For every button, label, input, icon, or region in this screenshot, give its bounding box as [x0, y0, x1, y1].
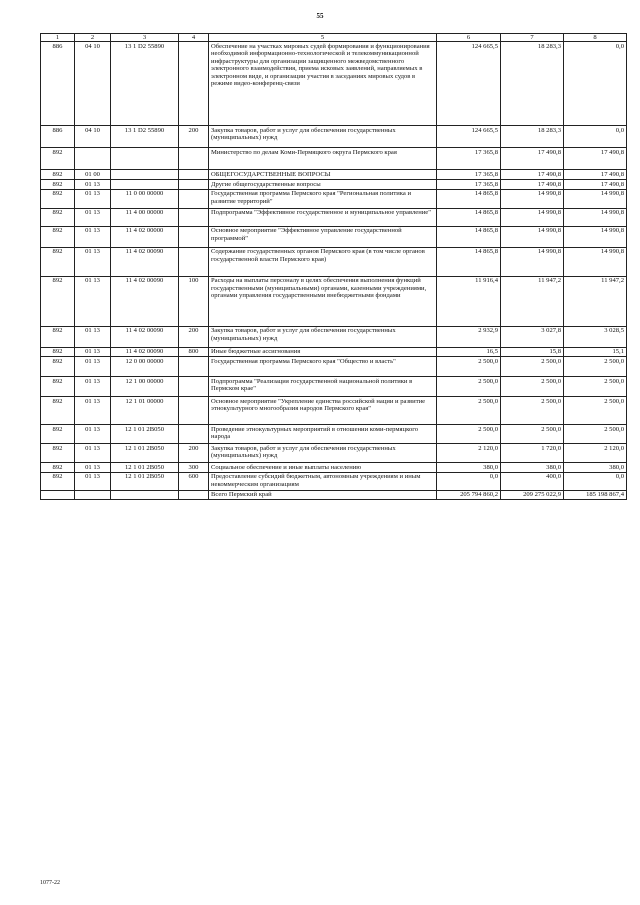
- cell-admin-code: 892: [41, 472, 75, 490]
- cell-amount-col8: 14 990,8: [564, 208, 627, 226]
- cell-admin-code: 892: [41, 425, 75, 444]
- cell-amount-col7: 18 283,3: [501, 126, 564, 148]
- cell-description: Закупка товаров, работ и услуг для обеспечения государственных (муниципальных) нужд: [209, 444, 437, 463]
- cell-description: Государственная программа Пермского края "Региональная политика и развитие территорий": [209, 189, 437, 208]
- cell-amount-col8: 2 500,0: [564, 377, 627, 397]
- cell-target-code: 12 1 01 2B050: [111, 463, 179, 473]
- cell-target-code: [111, 180, 179, 190]
- table-row: [41, 347, 627, 357]
- cell-section-code: 01 13: [75, 444, 111, 463]
- table-row: [41, 208, 627, 226]
- cell-admin-code: 892: [41, 463, 75, 473]
- cell-expense-type: [179, 180, 209, 190]
- cell-amount-col6: 380,0: [437, 463, 501, 473]
- cell-target-code: [111, 170, 179, 180]
- cell-section-code: 01 13: [75, 472, 111, 490]
- column-header: 3: [111, 34, 179, 42]
- cell-admin-code: 892: [41, 347, 75, 357]
- cell-amount-col7: 15,8: [501, 347, 564, 357]
- cell-amount-col6: 14 865,8: [437, 226, 501, 247]
- cell-amount-col8: 15,1: [564, 347, 627, 357]
- cell-expense-type: 100: [179, 276, 209, 326]
- cell-amount-col8: 3 028,5: [564, 326, 627, 347]
- cell-admin-code: 886: [41, 42, 75, 126]
- cell-admin-code: 892: [41, 180, 75, 190]
- cell-expense-type: 800: [179, 347, 209, 357]
- cell-expense-type: [179, 357, 209, 377]
- cell-amount-col8: 14 990,8: [564, 247, 627, 276]
- cell-section-code: 01 13: [75, 347, 111, 357]
- cell-target-code: 13 1 D2 55890: [111, 42, 179, 126]
- cell-amount-col8: 2 500,0: [564, 357, 627, 377]
- cell-description: Государственная программа Пермского края "Общество и власть": [209, 357, 437, 377]
- total-row: [41, 490, 627, 500]
- cell-amount-col6: 14 865,8: [437, 189, 501, 208]
- cell-amount-col7: 17 490,8: [501, 180, 564, 190]
- table-row: [41, 463, 627, 473]
- cell-description: Предоставление субсидий бюджетным, автономным учреждениям и иным некоммерческим организациям: [209, 472, 437, 490]
- cell-section-code: 01 00: [75, 170, 111, 180]
- cell-target-code: 12 1 01 2B050: [111, 472, 179, 490]
- cell-section-code: 04 10: [75, 42, 111, 126]
- cell-expense-type: [179, 247, 209, 276]
- cell-amount-col8: 2 500,0: [564, 397, 627, 425]
- table-row: [41, 148, 627, 170]
- cell-amount-col7: 3 027,8: [501, 326, 564, 347]
- cell-amount-col8: 17 490,8: [564, 170, 627, 180]
- table-body: [41, 42, 627, 500]
- cell-section-code: 01 13: [75, 326, 111, 347]
- cell-target-code: 12 1 01 2B050: [111, 444, 179, 463]
- empty-cell: [111, 490, 179, 500]
- cell-amount-col6: 2 932,9: [437, 326, 501, 347]
- table-row: [41, 226, 627, 247]
- column-header: 7: [501, 34, 564, 42]
- cell-target-code: [111, 148, 179, 170]
- cell-admin-code: 892: [41, 148, 75, 170]
- budget-table: [40, 33, 627, 500]
- cell-target-code: 11 4 02 00000: [111, 226, 179, 247]
- table-row: [41, 425, 627, 444]
- table-header-row: [41, 34, 627, 42]
- cell-amount-col7: 14 990,8: [501, 208, 564, 226]
- cell-expense-type: 600: [179, 472, 209, 490]
- cell-amount-col8: 0,0: [564, 42, 627, 126]
- cell-section-code: 01 13: [75, 189, 111, 208]
- cell-amount-col8: 0,0: [564, 472, 627, 490]
- column-header: 1: [41, 34, 75, 42]
- cell-amount-col8: 11 947,2: [564, 276, 627, 326]
- cell-admin-code: 886: [41, 126, 75, 148]
- cell-amount-col7: 380,0: [501, 463, 564, 473]
- table-row: [41, 189, 627, 208]
- table-row: [41, 247, 627, 276]
- cell-amount-col7: 2 500,0: [501, 377, 564, 397]
- cell-amount-col6: 124 665,5: [437, 42, 501, 126]
- cell-target-code: 12 1 01 00000: [111, 397, 179, 425]
- cell-amount-col7: 14 990,8: [501, 247, 564, 276]
- cell-admin-code: 892: [41, 377, 75, 397]
- cell-description: Закупка товаров, работ и услуг для обеспечения государственных (муниципальных) нужд: [209, 126, 437, 148]
- cell-target-code: 11 4 02 00090: [111, 276, 179, 326]
- cell-amount-col8: 2 500,0: [564, 425, 627, 444]
- cell-admin-code: 892: [41, 170, 75, 180]
- cell-amount-col6: 11 916,4: [437, 276, 501, 326]
- table-row: [41, 397, 627, 425]
- cell-amount-col8: 380,0: [564, 463, 627, 473]
- column-header: 4: [179, 34, 209, 42]
- cell-amount-col7: 400,0: [501, 472, 564, 490]
- cell-section-code: 01 13: [75, 247, 111, 276]
- cell-expense-type: [179, 208, 209, 226]
- cell-amount-col6: 17 365,8: [437, 148, 501, 170]
- cell-section-code: 01 13: [75, 276, 111, 326]
- cell-amount-col8: 17 490,8: [564, 148, 627, 170]
- cell-target-code: 11 4 02 00090: [111, 247, 179, 276]
- cell-section-code: 01 13: [75, 180, 111, 190]
- cell-description: ОБЩЕГОСУДАРСТВЕННЫЕ ВОПРОСЫ: [209, 170, 437, 180]
- cell-target-code: 12 0 00 00000: [111, 357, 179, 377]
- cell-target-code: 12 1 01 2B050: [111, 425, 179, 444]
- cell-description: Основное мероприятие "Укрепление единства российской нации и развитие этнокультурного многообразия народов Пермского края": [209, 397, 437, 425]
- cell-description: Основное мероприятие "Эффективное управление государственной программой": [209, 226, 437, 247]
- cell-amount-col7: 14 990,8: [501, 189, 564, 208]
- cell-description: Подпрограмма "Реализация государственной национальной политики в Пермском крае": [209, 377, 437, 397]
- cell-section-code: 01 13: [75, 357, 111, 377]
- cell-section-code: 04 10: [75, 126, 111, 148]
- cell-amount-col6: 17 365,8: [437, 180, 501, 190]
- empty-cell: [75, 490, 111, 500]
- cell-expense-type: [179, 42, 209, 126]
- cell-amount-col6: 2 500,0: [437, 377, 501, 397]
- cell-amount-col6: 0,0: [437, 472, 501, 490]
- cell-amount-col6: 124 665,5: [437, 126, 501, 148]
- cell-amount-col7: 18 283,3: [501, 42, 564, 126]
- cell-expense-type: 200: [179, 326, 209, 347]
- cell-target-code: 13 1 D2 55890: [111, 126, 179, 148]
- cell-admin-code: 892: [41, 276, 75, 326]
- cell-target-code: 11 4 02 00090: [111, 326, 179, 347]
- cell-expense-type: [179, 189, 209, 208]
- cell-amount-col8: 14 990,8: [564, 226, 627, 247]
- table-row: [41, 326, 627, 347]
- cell-expense-type: 300: [179, 463, 209, 473]
- cell-section-code: 01 13: [75, 208, 111, 226]
- empty-cell: [179, 490, 209, 500]
- cell-amount-col6: 2 500,0: [437, 425, 501, 444]
- cell-section-code: 01 13: [75, 463, 111, 473]
- cell-amount-col7: 2 500,0: [501, 357, 564, 377]
- cell-expense-type: 200: [179, 126, 209, 148]
- table-row: [41, 126, 627, 148]
- column-header: 6: [437, 34, 501, 42]
- table-row: [41, 180, 627, 190]
- cell-admin-code: 892: [41, 247, 75, 276]
- cell-expense-type: [179, 425, 209, 444]
- cell-expense-type: [179, 148, 209, 170]
- column-header: 5: [209, 34, 437, 42]
- table-row: [41, 444, 627, 463]
- cell-description: Подпрограмма "Эффективное государственное и муниципальное управление": [209, 208, 437, 226]
- cell-amount-col7: 14 990,8: [501, 226, 564, 247]
- table-row: [41, 472, 627, 490]
- document-code: 1077-22: [40, 880, 60, 886]
- total-amount-col8: 185 198 867,4: [564, 490, 627, 500]
- cell-admin-code: 892: [41, 357, 75, 377]
- cell-amount-col8: 2 120,0: [564, 444, 627, 463]
- table-row: [41, 276, 627, 326]
- cell-target-code: 11 4 02 00090: [111, 347, 179, 357]
- cell-description: Обеспечение на участках мировых судей формирования и функционирования необходимой информационно-технологической и телекоммуникационной инфраструктуры для организации защищенного межведомственного электронного взаимодействия, приема исковых заявлений, направляемых в электронном виде, и организации участия в заседаниях мировых судов в режиме видео-конференц-связи: [209, 42, 437, 126]
- cell-amount-col7: 17 490,8: [501, 148, 564, 170]
- cell-expense-type: 200: [179, 444, 209, 463]
- cell-admin-code: 892: [41, 226, 75, 247]
- cell-description: Министерство по делам Коми-Пермяцкого округа Пермского края: [209, 148, 437, 170]
- cell-description: Иные бюджетные ассигнования: [209, 347, 437, 357]
- cell-admin-code: 892: [41, 397, 75, 425]
- total-label: Всего Пермский край: [209, 490, 437, 500]
- cell-expense-type: [179, 170, 209, 180]
- cell-description: Проведение этнокультурных мероприятий в отношении коми-пермяцкого народа: [209, 425, 437, 444]
- cell-description: Закупка товаров, работ и услуг для обеспечения государственных (муниципальных) нужд: [209, 326, 437, 347]
- cell-amount-col6: 2 120,0: [437, 444, 501, 463]
- cell-amount-col6: 17 365,8: [437, 170, 501, 180]
- table-row: [41, 42, 627, 126]
- cell-section-code: 01 13: [75, 377, 111, 397]
- cell-amount-col8: 14 990,8: [564, 189, 627, 208]
- total-amount-col6: 205 794 860,2: [437, 490, 501, 500]
- cell-admin-code: 892: [41, 208, 75, 226]
- cell-section-code: 01 13: [75, 226, 111, 247]
- cell-amount-col6: 14 865,8: [437, 247, 501, 276]
- cell-description: Другие общегосударственные вопросы: [209, 180, 437, 190]
- cell-description: Социальное обеспечение и иные выплаты населению: [209, 463, 437, 473]
- cell-amount-col7: 17 490,8: [501, 170, 564, 180]
- column-header: 2: [75, 34, 111, 42]
- cell-target-code: 11 0 00 00000: [111, 189, 179, 208]
- table-row: [41, 357, 627, 377]
- cell-expense-type: [179, 226, 209, 247]
- cell-target-code: 12 1 00 00000: [111, 377, 179, 397]
- column-header: 8: [564, 34, 627, 42]
- cell-description: Расходы на выплаты персоналу в целях обеспечения выполнения функций государственными (муниципальными) органами, казенными учреждениями, органами управления государственными внебюджетными фондами: [209, 276, 437, 326]
- cell-section-code: [75, 148, 111, 170]
- cell-amount-col7: 2 500,0: [501, 397, 564, 425]
- total-amount-col7: 209 275 022,9: [501, 490, 564, 500]
- cell-section-code: 01 13: [75, 397, 111, 425]
- cell-amount-col7: 1 720,0: [501, 444, 564, 463]
- cell-amount-col6: 2 500,0: [437, 357, 501, 377]
- table-row: [41, 170, 627, 180]
- table-row: [41, 377, 627, 397]
- cell-admin-code: 892: [41, 189, 75, 208]
- cell-amount-col7: 11 947,2: [501, 276, 564, 326]
- cell-section-code: 01 13: [75, 425, 111, 444]
- cell-amount-col6: 14 865,8: [437, 208, 501, 226]
- cell-amount-col6: 2 500,0: [437, 397, 501, 425]
- cell-description: Содержание государственных органов Пермского края (в том числе органов государственной власти Пермского края): [209, 247, 437, 276]
- cell-amount-col8: 0,0: [564, 126, 627, 148]
- empty-cell: [41, 490, 75, 500]
- cell-target-code: 11 4 00 00000: [111, 208, 179, 226]
- cell-admin-code: 892: [41, 326, 75, 347]
- cell-amount-col8: 17 490,8: [564, 180, 627, 190]
- cell-expense-type: [179, 397, 209, 425]
- cell-amount-col6: 16,5: [437, 347, 501, 357]
- cell-admin-code: 892: [41, 444, 75, 463]
- cell-amount-col7: 2 500,0: [501, 425, 564, 444]
- page-number: 55: [316, 12, 324, 20]
- cell-expense-type: [179, 377, 209, 397]
